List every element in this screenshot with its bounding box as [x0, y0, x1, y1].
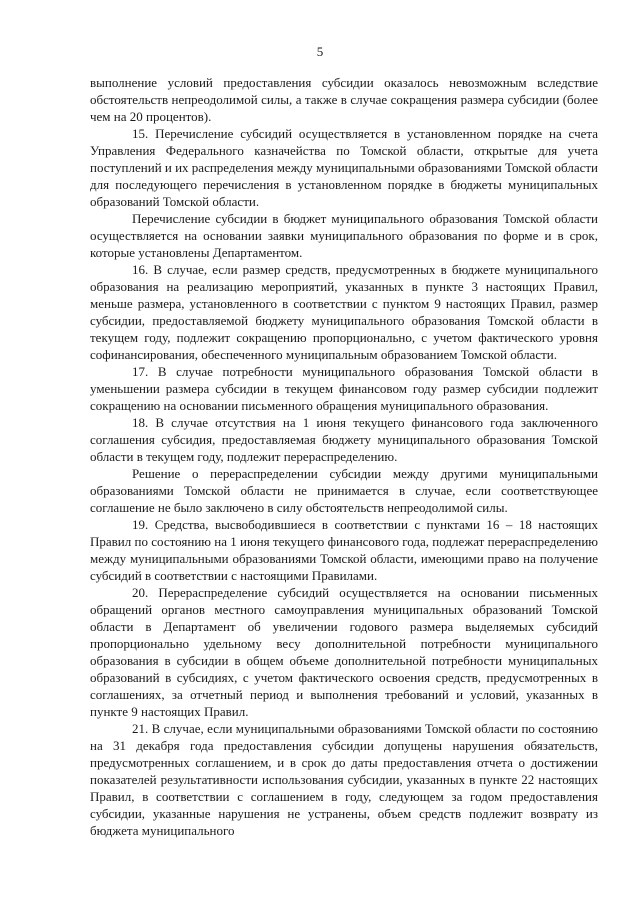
paragraph-15: 15. Перечисление субсидий осуществляется в установленном порядке на счета Управления Федерального казначейства по Томской области, открытые для учета поступлений и их распределения между муниципальными образованиями Томской области для последующего перечисления в установленном порядке в бюджеты муниципальных образований Томской области.	[90, 126, 599, 209]
paragraph-continuation: выполнение условий предоставления субсидии оказалось невозможным вследствие обстоятельств непреодолимой силы, а также в случае сокращения размера субсидии (более чем на 20 процентов).	[90, 75, 598, 124]
paragraph-21: 21. В случае, если муниципальными образованиями Томской области по состоянию на 31 декабря года предоставления субсидии допущены нарушения обязательств, предусмотренных соглашением, и в срок до даты предоставления отчета о достижении показателей результативности использования субсидии, указанных в пункте 22 настоящих Правил, в соответствии с соглашением в году, следующем за годом предоставления субсидии, указанные нарушения не устранены, объем средств подлежит возврату из бюджета муниципального	[90, 721, 598, 838]
paragraph-16: 16. В случае, если размер средств, предусмотренных в бюджете муниципального образования на реализацию мероприятий, указанных в пункте 3 настоящих Правил, меньше размера, установленного в соответствии с пунктом 9 настоящих Правил, размер субсидии, предоставляемой бюджету муниципального образования Томской области в текущем году, подлежит сокращению пропорционально, с учетом фактического уровня софинансирования, обеспеченного муниципальным образованием Томской области.	[90, 262, 598, 362]
page-number: 5	[316, 44, 324, 59]
paragraph-19: 19. Средства, высвободившиеся в соответствии с пунктами 16 – 18 настоящих Правил по состоянию на 1 июня текущего финансового года, подлежат перераспределению между муниципальными образованиями Томской области, имеющими право на получение субсидий в соответствии с настоящими Правилами.	[90, 517, 598, 583]
paragraph-20: 20. Перераспределение субсидий осуществляется на основании письменных обращений органов местного самоуправления муниципальных образований Томской области в Департамент об увеличении годового размера выделяемых субсидий пропорционально удельному весу дополнительной потребности муниципального образования в субсидии в общем объеме дополнительной потребности муниципальных образований в субсидиях, с учетом фактического освоения средств, предусмотренных в соглашениях, за отчетный период и выполнения требований и условий, указанных в пункте 9 настоящих Правил.	[90, 585, 598, 719]
paragraph-15-transfer: Перечисление субсидии в бюджет муниципального образования Томской области осуществляется на основании заявки муниципального образования по форме и в срок, которые установлены Департаментом.	[90, 211, 598, 260]
paragraph-17: 17. В случае потребности муниципального образования Томской области в уменьшении размера субсидии в текущем финансовом году размер субсидии подлежит сокращению на основании письменного обращения муниципального образования.	[90, 364, 598, 413]
paragraph-18: 18. В случае отсутствия на 1 июня текущего финансового года заключенного соглашения субсидия, предоставляемая бюджету муниципального образования Томской области в текущем году, подлежит перераспределению.	[90, 415, 598, 464]
paragraph-18-decision: Решение о перераспределении субсидии между другими муниципальными образованиями Томской области не принимается в случае, если соответствующее соглашение не было заключено в силу обстоятельств непреодолимой силы.	[90, 466, 598, 515]
document-body	[90, 74, 598, 839]
